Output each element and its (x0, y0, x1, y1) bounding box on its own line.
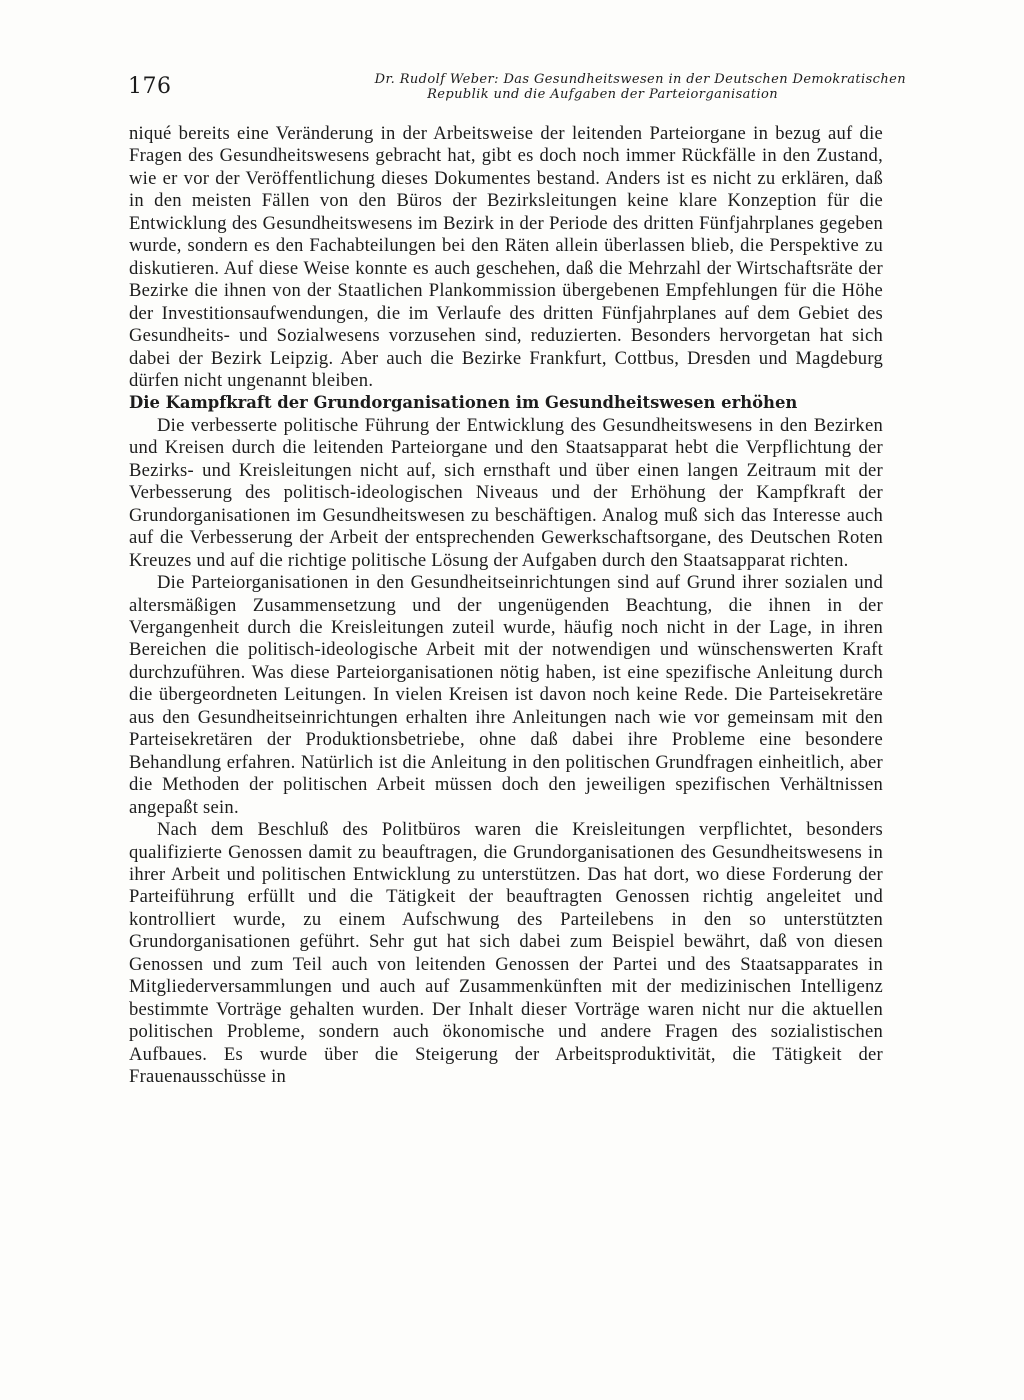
page-number: 176 (128, 74, 172, 99)
page-header (128, 72, 906, 106)
section-heading: Die Kampfkraft der Grundorganisationen im Gesundheitswesen erhöhen (129, 393, 798, 413)
paragraph: Die verbesserte politische Führung der Entwicklung des Gesundheitswesens in den Bezirken und Kreisen durch die leitenden Parteiorgane und den Staatsapparat hebt die Verpflichtung der Bezirks- und Kreisleitungen nicht auf, sich ernsthaft und über einen langen Zeitraum mit der Verbesserung des politisch-ideologischen Niveaus und der Erhöhung der Kampfkraft der Grundorganisationen im Gesundheitswesen zu beschäftigen. Analog muß sich das Interesse auch auf die Verbesserung der Arbeit der entsprechenden Gewerkschaftsorgane, des Deutschen Roten Kreuzes und auf die richtige politische Lösung der Aufgaben durch den Staatsapparat richten. (129, 414, 883, 571)
running-head (375, 72, 906, 102)
running-head-line-2: Republik und die Aufgaben der Parteiorganisation (427, 87, 778, 102)
paragraph: Die Parteiorganisationen in den Gesundheitseinrichtungen sind auf Grund ihrer sozialen und altersmäßigen Zusammensetzung und der ungenügenden Beachtung, die ihnen in der Vergangenheit durch die Kreisleitungen zuteil wurde, häufig noch nicht in der Lage, in ihren Bereichen die politisch-ideologische Arbeit mit der notwendigen und wünschenswerten Kraft durchzuführen. Was diese Parteiorganisationen nötig haben, ist eine spezifische Anleitung durch die übergeordneten Leitungen. In vielen Kreisen ist davon noch keine Rede. Die Parteisekretäre aus den Gesundheitseinrichtungen erhalten ihre Anleitungen nach wie vor gemeinsam mit den Parteisekretären der Produktionsbetriebe, ohne daß dabei ihre Probleme eine besondere Behandlung erfahren. Natürlich ist die Anleitung in den politischen Grundfragen einheitlich, aber die Methoden der politischen Arbeit müssen doch den jeweiligen spezifischen Verhältnissen angepaßt sein. (129, 572, 883, 818)
running-head-line-1: Dr. Rudolf Weber: Das Gesundheitswesen in der Deutschen Demokratischen (374, 72, 906, 87)
paragraph-continuation: niqué bereits eine Veränderung in der Arbeitsweise der leitenden Parteiorgane in bezug auf die Fragen des Gesundheitswesens gebracht hat, gibt es doch noch immer Rückfälle in den Zustand, wie er vor der Veröffentlichung dieses Dokumentes bestand. Anders ist es nicht zu erklären, daß in den meisten Fällen von den Büros der Bezirksleitungen keine klare Konzeption für die Entwicklung des Gesundheitswesens im Bezirk in der Periode des dritten Fünfjahrplanes gegeben wurde, sondern es den Fachabteilungen bei den Räten allein überlassen blieb, die Perspektive zu diskutieren. Auf diese Weise konnte es auch geschehen, daß die Mehrzahl der Wirtschaftsräte der Bezirke die ihnen von der Staatlichen Plankommission übergebenen Empfehlungen für die Höhe der Investitionsaufwendungen, die im Verlaufe des dritten Fünfjahrplanes auf dem Gebiet des Gesundheits- und Sozialwesens vorzusehen sind, reduzierten. Besonders hervorgetan hat sich dabei der Bezirk Leipzig. Aber auch die Bezirke Frankfurt, Cottbus, Dresden und Magdeburg dürfen nicht ungenannt bleiben. (129, 123, 883, 391)
body-text (129, 123, 883, 1088)
paragraph: Nach dem Beschluß des Politbüros waren die Kreisleitungen verpflichtet, besonders qualifizierte Genossen damit zu beauftragen, die Grundorganisationen des Gesundheitswesens in ihrer Arbeit und politischen Entwicklung zu unterstützen. Das hat dort, wo diese Forderung der Parteiführung erfüllt und die Tätigkeit der beauftragten Genossen richtig angeleitet und kontrolliert wurde, zu einem Aufschwung des Parteilebens in den so unterstützten Grundorganisationen geführt. Sehr gut hat sich dabei zum Beispiel bewährt, daß von diesen Genossen und zum Teil auch von leitenden Genossen der Partei und des Staatsapparates in Mitgliederversammlungen und auch auf Zusammenkünften mit der medizinischen Intelligenz bestimmte Vorträge gehalten wurden. Der Inhalt dieser Vorträge waren nicht nur die aktuellen politischen Probleme, sondern auch ökonomische und andere Fragen des sozialistischen Aufbaues. Es wurde über die Steigerung der Arbeitsproduktivität, die Tätigkeit der Frauenausschüsse in (129, 819, 883, 1088)
